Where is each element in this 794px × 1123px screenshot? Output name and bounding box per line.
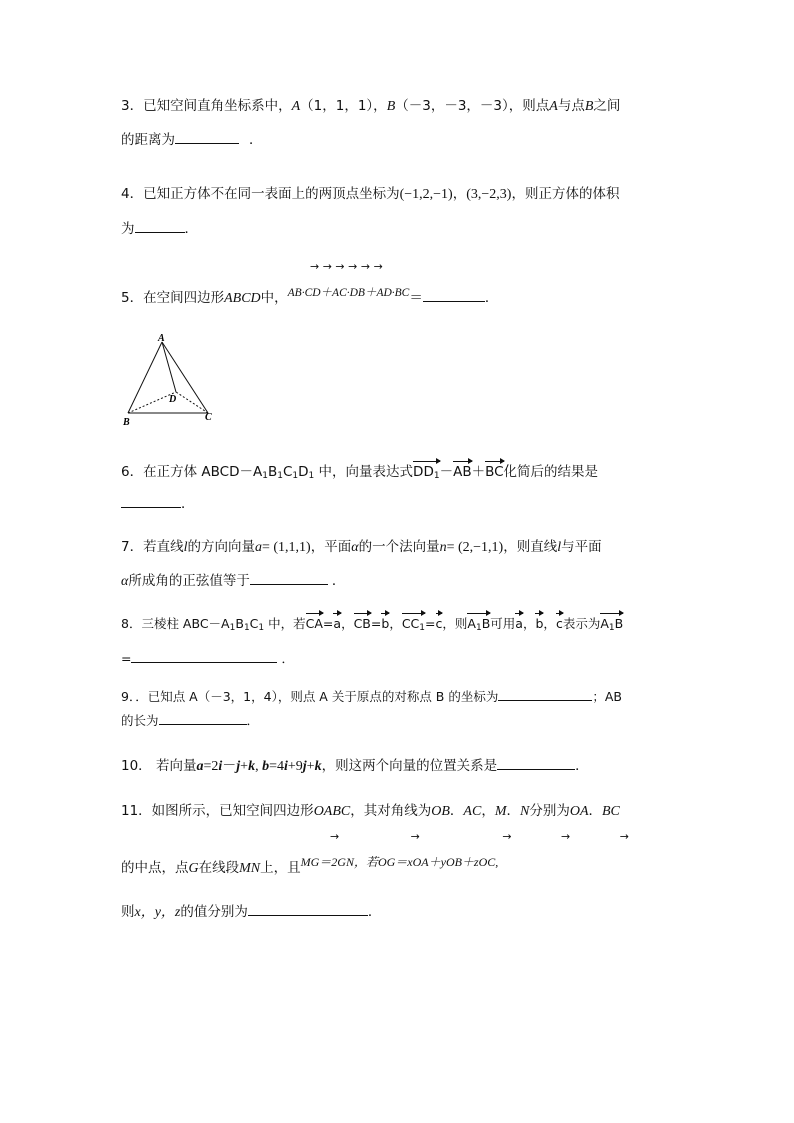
q7-end: ． <box>331 573 346 589</box>
q3-point-b2: B <box>584 99 594 114</box>
q8-vector-cb <box>354 613 371 634</box>
question-6 <box>121 461 599 512</box>
q3-point-a2: A <box>549 99 558 114</box>
q8-eq3: = <box>425 616 436 631</box>
q4-line2-text: 为 <box>121 221 135 237</box>
q6-mid: 中，向量表达式 <box>314 464 414 480</box>
q5-vector-arrows: → → → → → → <box>310 260 383 273</box>
q7-answer-blank[interactable] <box>250 570 328 585</box>
question-7 <box>121 537 602 589</box>
q4-point1: (−1,2,−1) <box>399 187 453 202</box>
q11-line3b: 的值分别为 <box>180 904 248 920</box>
vertex-d-label: D <box>169 394 177 405</box>
q5-expression: AB·CD＋AC·DB＋AD·BC <box>287 287 410 299</box>
q6-v2: AB <box>453 464 472 480</box>
q8-eq1: = <box>322 616 334 631</box>
q9-line2 <box>121 710 259 731</box>
q11-ac: AC <box>463 804 482 819</box>
q11-line3: 则 <box>121 904 135 920</box>
q8-vector-b <box>381 613 389 634</box>
q3-line2-text: 的距离为 <box>121 132 175 148</box>
q4-line2 <box>121 218 198 239</box>
q3-b-coord: （－3，－3，－3），则点 <box>395 98 550 114</box>
q8-mid: 中，若 <box>264 616 306 631</box>
q3-suffix: 之间 <box>593 98 621 114</box>
q8-a: a <box>333 616 342 631</box>
q6-t2: C <box>282 464 293 480</box>
q8-mid4: 表示为 <box>562 616 601 631</box>
q11-line2b: 在线段 <box>198 860 240 876</box>
q11-text: 11．如图所示，已知空间四边形 <box>121 803 314 819</box>
q10-k2: k <box>314 759 322 774</box>
vertex-c-label: C <box>205 412 212 423</box>
q10-suffix: ，则这两个向量的位置关系是 <box>321 758 498 774</box>
q6-sub1: 1 <box>262 471 268 481</box>
q10-b: b <box>262 759 270 774</box>
q10-answer-blank[interactable] <box>497 755 575 770</box>
q8-answer-blank[interactable] <box>131 648 277 663</box>
q5-end: ． <box>484 290 499 306</box>
q10-end: ． <box>575 758 589 774</box>
q4-point2: (3,−2,3) <box>466 187 512 202</box>
q8-b: b <box>381 616 390 631</box>
q6-sub3: 1 <box>292 471 299 481</box>
q8-v1: CA <box>305 616 323 631</box>
q6-text: 6．在正方体 ABCD－A <box>121 464 263 480</box>
q8-end: ． <box>281 651 294 666</box>
q3-point-a: A <box>291 99 301 114</box>
q11-oa: OA <box>569 804 589 819</box>
q11-dot2: ． <box>506 803 520 819</box>
q7-alpha: α <box>351 540 359 555</box>
question-3 <box>121 96 621 148</box>
q3-a-coord: （1，1，1）， <box>300 98 387 114</box>
q8-c3: ， <box>522 616 536 631</box>
q6-end: ． <box>181 496 195 512</box>
q8-vec-c <box>556 613 563 634</box>
q3-mid: 与点 <box>557 98 585 114</box>
q6-v3: BC <box>485 464 504 480</box>
q11-ob: OB <box>431 804 450 819</box>
q5-mid: 中， <box>260 290 288 306</box>
q8-sub1: 1 <box>229 623 236 633</box>
q10-aexp2: － <box>222 759 237 774</box>
question-9 <box>121 686 622 728</box>
q4-answer-blank[interactable] <box>135 218 185 233</box>
q3-point-b: B <box>386 99 396 114</box>
q8-mid3: 可用 <box>490 616 516 631</box>
q7-n-value: = (2,−1,1) <box>446 540 504 555</box>
q9-end: ． <box>246 713 260 728</box>
q3-answer-blank[interactable] <box>175 129 239 144</box>
q8-c1: ， <box>341 616 354 631</box>
q11-mid3: 分别为 <box>529 803 570 819</box>
q8-v2: CB <box>353 616 371 631</box>
q7-a-value: = (1,1,1) <box>261 540 311 555</box>
q8-v4: A <box>467 616 476 631</box>
q7-l2: l <box>557 540 562 555</box>
q10-aexp1: =2 <box>203 759 219 774</box>
q11-g: G <box>188 861 199 876</box>
q6-sub4: 1 <box>308 471 315 481</box>
q8-v5-sub: 1 <box>608 623 615 633</box>
q6-sub2: 1 <box>277 471 283 481</box>
q11-line2a: 的中点，点 <box>121 860 189 876</box>
q8-c: c <box>435 616 443 631</box>
q8-vector-c <box>436 613 443 634</box>
q6-line2 <box>121 493 195 514</box>
q8-v5b: B <box>614 616 624 631</box>
q7-mid4: ，则直线 <box>503 539 558 555</box>
q9-answer-blank-1[interactable] <box>498 686 592 701</box>
vertex-a-label: A <box>158 333 165 344</box>
question-10 <box>121 755 589 777</box>
q5-text: 5．在空间四边形 <box>121 290 225 306</box>
q6-answer-blank[interactable] <box>121 493 181 508</box>
q7-mid2: ，平面 <box>310 539 352 555</box>
q8-v3: CC <box>401 616 420 631</box>
q7-l: l <box>183 540 188 555</box>
q11-mid2: ， <box>481 803 495 819</box>
question-5 <box>121 287 498 309</box>
q9-mid: ；AB <box>592 689 622 704</box>
q4-text: 4．已知正方体不在同一表面上的两顶点坐标为 <box>121 186 400 202</box>
q8-vec-a <box>515 613 523 634</box>
q8-v5: A <box>600 616 609 631</box>
q8-text: 8．三棱柱 ABC－A <box>121 616 230 631</box>
q11-answer-blank[interactable] <box>248 901 368 916</box>
q4-sep: ， <box>452 186 467 202</box>
q11-expression: MG＝2GN，若OG＝xOA＋yOB＋zOC, <box>300 855 499 869</box>
q8-vec-b <box>535 613 543 634</box>
q10-sep: , <box>255 759 263 774</box>
tetrahedron-figure <box>118 332 228 428</box>
q11-end: ． <box>367 904 382 920</box>
q7-mid1: 的方向向量 <box>187 539 255 555</box>
q8-eq2: = <box>370 616 382 631</box>
q6-t1: B <box>267 464 278 480</box>
q4-end: ． <box>184 221 198 237</box>
q8-line2 <box>121 648 294 669</box>
q6-t3: D <box>298 464 309 480</box>
q5-quad: ABCD <box>224 291 261 306</box>
q5-eq: ＝ <box>409 290 423 306</box>
q6-suffix: 化简后的结果是 <box>503 464 599 480</box>
q6-v1: DD <box>413 464 434 480</box>
q8-va: a <box>515 616 523 631</box>
q11-dot1: ． <box>449 803 464 819</box>
q8-vector-ca <box>306 613 323 634</box>
q10-bexp3: + <box>306 759 315 774</box>
vertex-b-label: B <box>123 417 130 428</box>
q11-quad: OABC <box>313 804 351 819</box>
q6-plus: ＋ <box>471 464 486 480</box>
q6-vector-dd1 <box>413 461 440 486</box>
q11-mid1: ，其对角线为 <box>350 803 432 819</box>
q6-vector-bc <box>485 461 503 482</box>
question-11-line3 <box>121 901 381 923</box>
q3-prefix: 3．已知空间直角坐标系中， <box>121 98 292 114</box>
q10-a: a <box>196 759 204 774</box>
q4-suffix: ，则正方体的体积 <box>511 186 620 202</box>
question-8 <box>121 613 624 666</box>
q6-minus: － <box>439 464 454 480</box>
q8-v4b: B <box>481 616 491 631</box>
q10-text: 10． 若向量 <box>121 758 197 774</box>
q8-vb: b <box>535 616 544 631</box>
q11-m: M <box>494 804 507 819</box>
q7-a: a <box>254 540 262 555</box>
q9-line2-text: 的长为 <box>121 713 159 728</box>
q11-line2c: 上，且 <box>260 860 301 876</box>
q10-k1: k <box>248 759 256 774</box>
question-11-line2 <box>121 855 499 879</box>
q8-c4: ， <box>543 616 556 631</box>
q10-i2: i <box>283 759 288 774</box>
q8-v3-sub: 1 <box>419 623 426 633</box>
q9-answer-blank-2[interactable] <box>159 710 247 725</box>
q8-vector-a1b-2 <box>600 613 623 638</box>
q11-bc: BC <box>602 804 620 819</box>
q8-v4-sub: 1 <box>475 623 482 633</box>
q9-text: 9．．已知点 A（－3，1，4），则点 A 关于原点的对称点 B 的坐标为 <box>121 689 499 704</box>
q8-t2: C <box>249 616 259 631</box>
q6-vector-ab <box>453 461 472 482</box>
q3-end: ． <box>249 132 263 148</box>
q10-i1: i <box>218 759 223 774</box>
q3-line2 <box>121 129 263 150</box>
q8-t1: B <box>235 616 244 631</box>
edge-cd <box>176 392 208 413</box>
q7-line2-alpha: α <box>121 574 129 589</box>
q8-mid2: ，则 <box>442 616 468 631</box>
edge-ad <box>162 342 176 392</box>
q11-dot3: ． <box>588 803 602 819</box>
q8-vector-a1b <box>467 613 490 638</box>
q8-c2: ， <box>389 616 402 631</box>
q7-text: 7．若直线 <box>121 539 184 555</box>
q10-j2: j <box>302 759 307 774</box>
q8-sub2: 1 <box>243 623 250 633</box>
q11-n: N <box>519 804 530 819</box>
q7-line2 <box>121 570 345 592</box>
q5-answer-blank[interactable] <box>423 287 485 302</box>
q10-aexp3: + <box>240 759 249 774</box>
q11-mn: MN <box>239 861 261 876</box>
q10-j1: j <box>236 759 241 774</box>
q8-vc: c <box>555 616 563 631</box>
q8-vector-cc1 <box>402 613 425 638</box>
q10-bexp2: +9 <box>287 759 303 774</box>
q11-xyz: x，y，z <box>134 905 181 920</box>
q7-suffix: 与平面 <box>561 539 602 555</box>
question-4 <box>121 184 620 237</box>
q10-bexp1: =4 <box>269 759 284 774</box>
q8-sub3: 1 <box>258 623 265 633</box>
q6-v1-sub: 1 <box>433 471 440 481</box>
edge-ab <box>128 342 162 413</box>
q7-n: n <box>439 540 447 555</box>
q7-mid3: 的一个法向量 <box>358 539 440 555</box>
q11-vector-arrows: → → → → → <box>330 830 629 843</box>
q7-line2-text: 所成角的正弦值等于 <box>128 573 250 589</box>
question-11 <box>121 801 620 822</box>
q8-line2-text: = <box>121 651 132 666</box>
q8-vector-a <box>333 613 341 634</box>
